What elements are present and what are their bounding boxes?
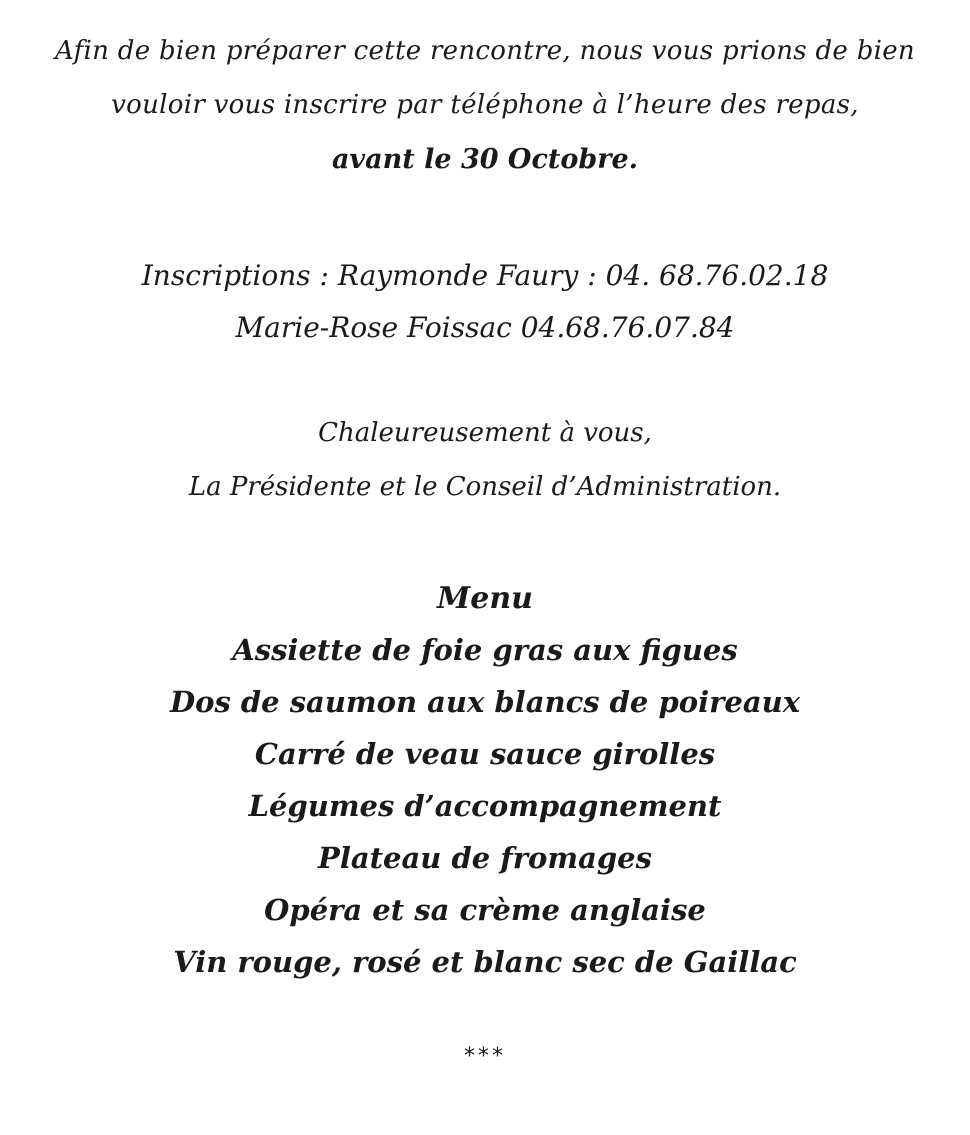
menu-item: Opéra et sa crème anglaise [264, 893, 706, 927]
menu-title: Menu [437, 581, 533, 616]
menu-item: Dos de saumon aux blancs de poireaux [169, 685, 800, 719]
inscriptions-contact-1: Inscriptions : Raymonde Faury : 04. 68.76.02.18 [141, 259, 829, 292]
menu-item: Légumes d’accompagnement [248, 789, 722, 823]
inscriptions-contact-2: Marie-Rose Foissac 04.68.76.07.84 [235, 311, 735, 344]
menu-item: Assiette de foie gras aux figues [232, 633, 738, 667]
menu-item: Plateau de fromages [318, 841, 652, 875]
registration-deadline: avant le 30 Octobre. [331, 144, 639, 175]
intro-line-2: vouloir vous inscrire par téléphone à l’heure des repas, [111, 90, 859, 120]
menu-item: Carré de veau sauce girolles [254, 737, 716, 771]
closing-signature: La Présidente et le Conseil d’Administration. [188, 472, 782, 502]
intro-line-1: Afin de bien préparer cette rencontre, nous vous prions de bien [55, 36, 915, 66]
section-separator: *** [464, 1044, 506, 1069]
menu-item: Vin rouge, rosé et blanc sec de Gaillac [173, 945, 797, 979]
closing-greeting: Chaleureusement à vous, [318, 418, 652, 448]
